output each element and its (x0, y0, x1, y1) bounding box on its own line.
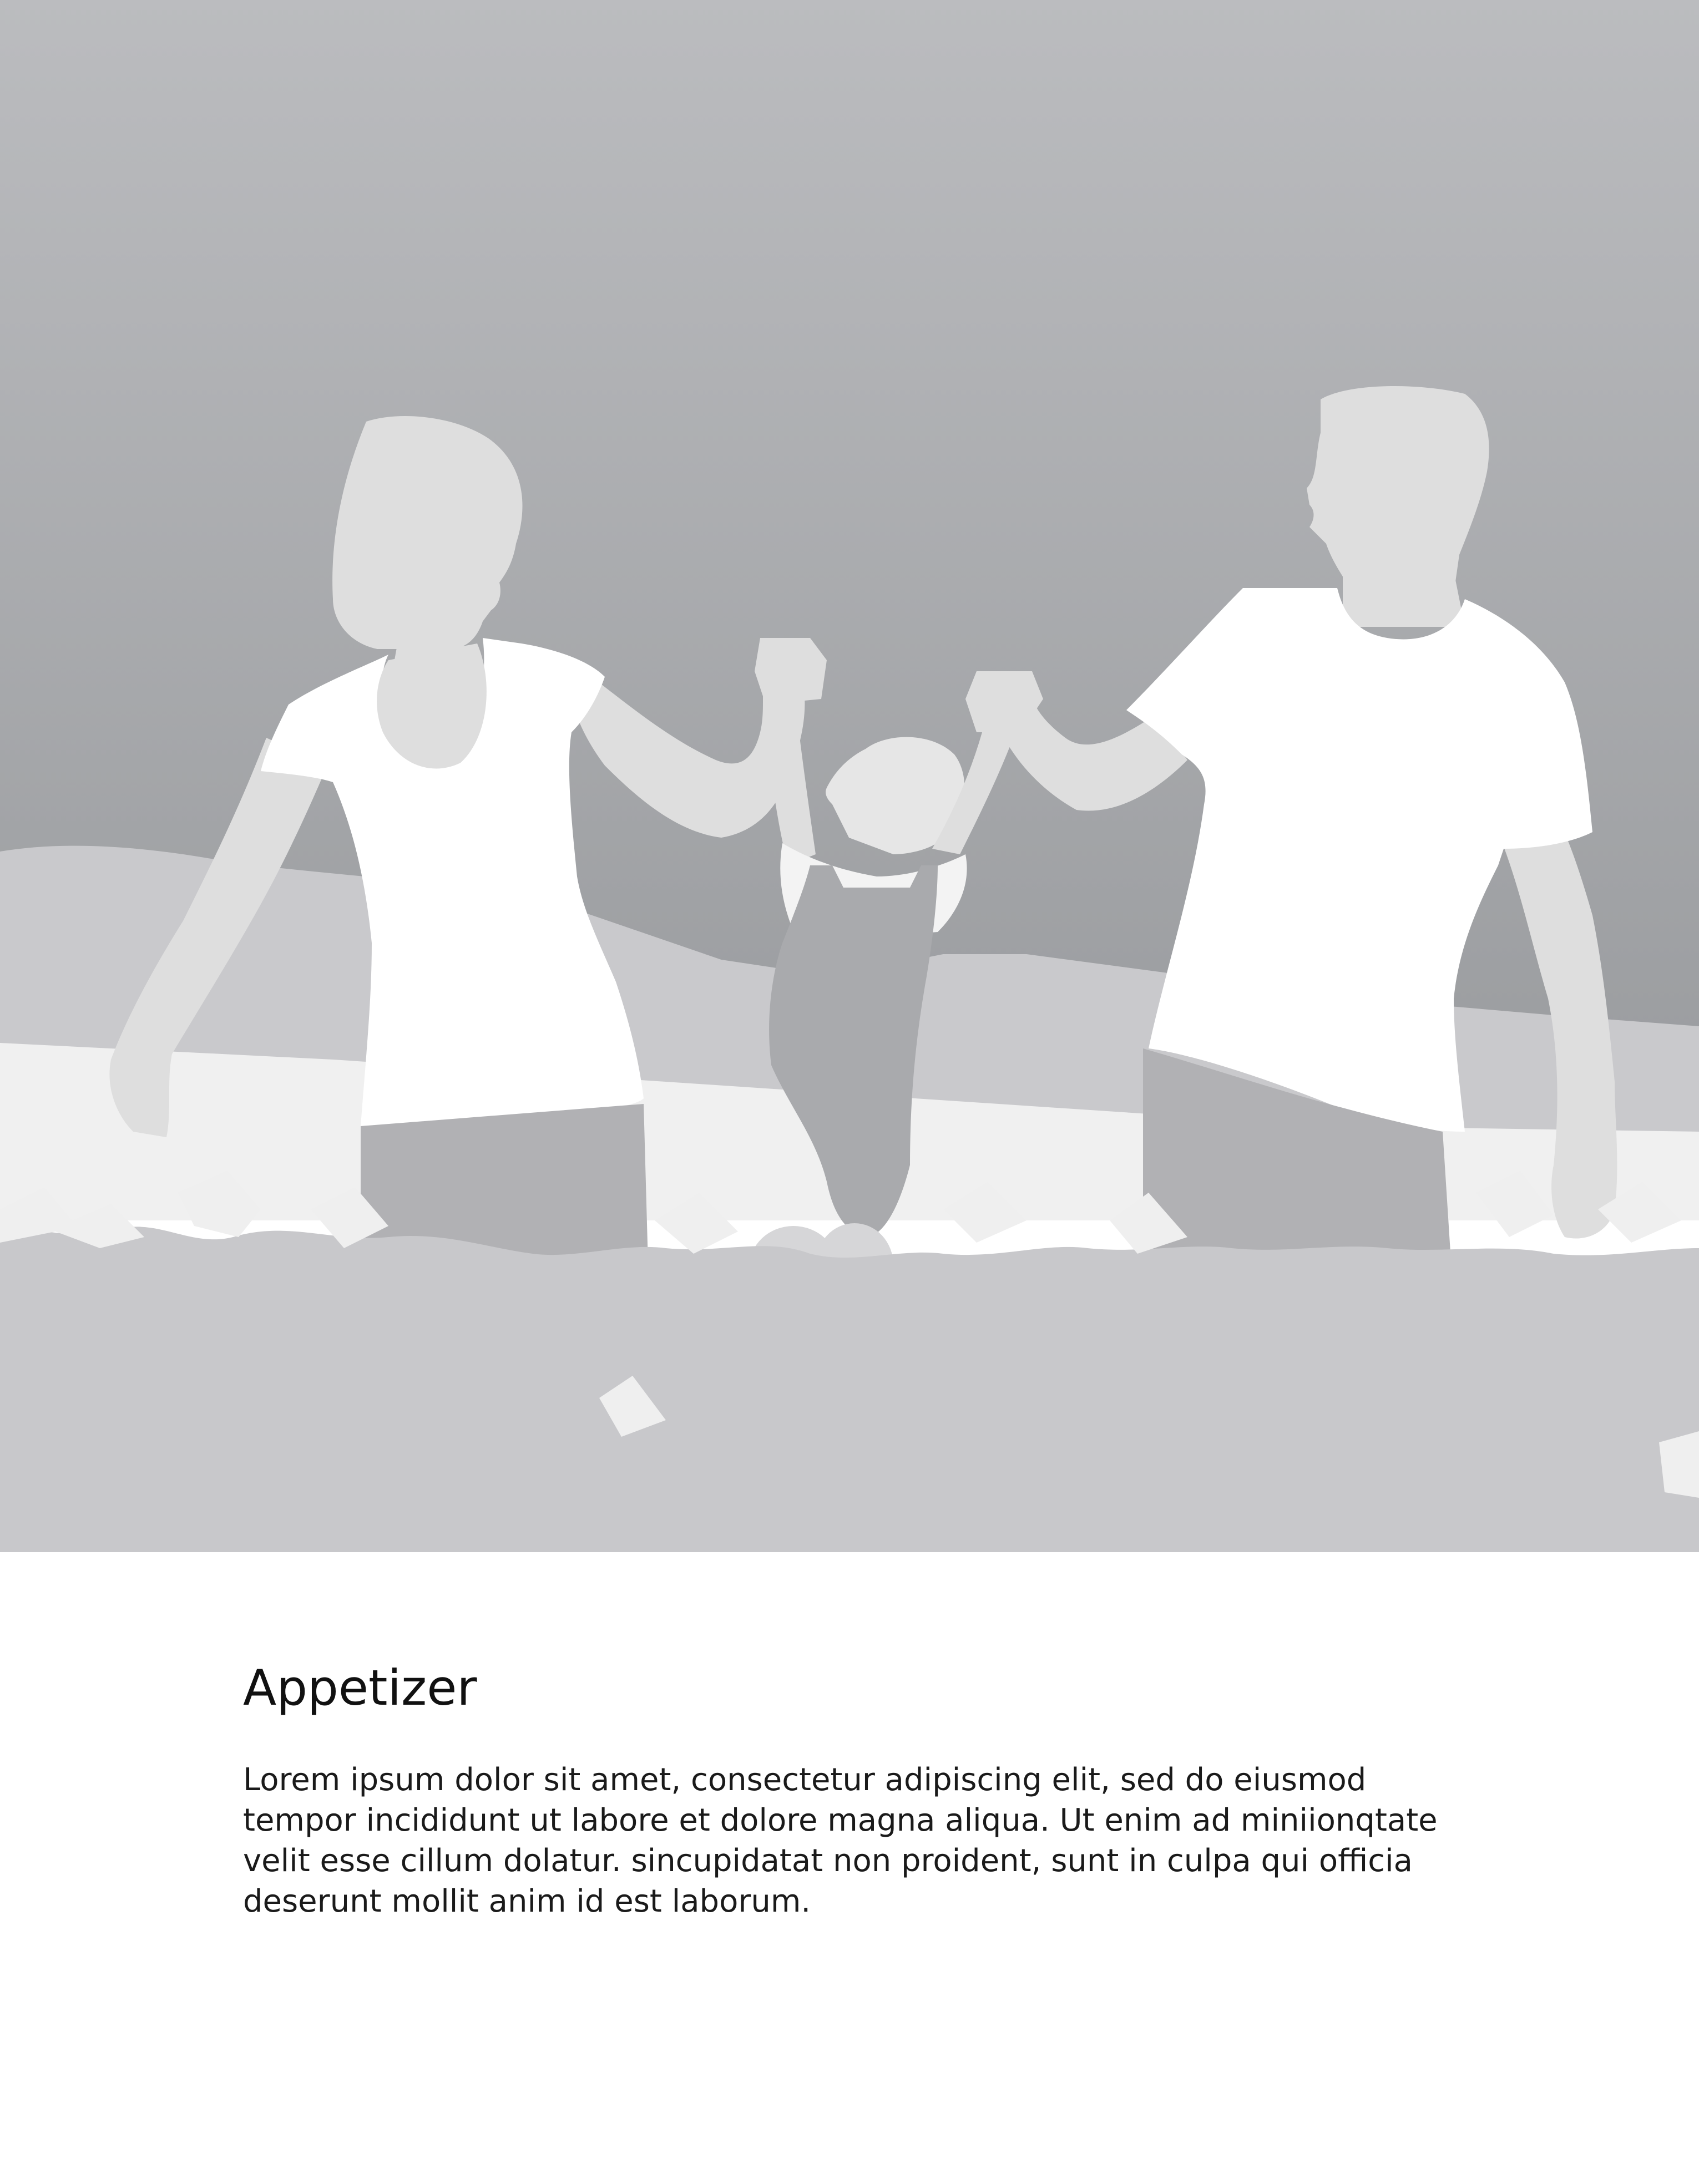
text-section (243, 1659, 1464, 1922)
foreground-grass (0, 1227, 1699, 1552)
section-body: Lorem ipsum dolor sit amet, consectetur adipiscing elit, sed do eiusmod tempor incididunt ut labore et dolore magna aliqua. Ut enim ad miniionqtate velit esse cillum dolatur. sincupidatat non proident, sunt in culpa qui officia deserunt mollit anim id est laborum. (243, 1761, 1438, 1919)
section-title: Appetizer (243, 1659, 477, 1716)
